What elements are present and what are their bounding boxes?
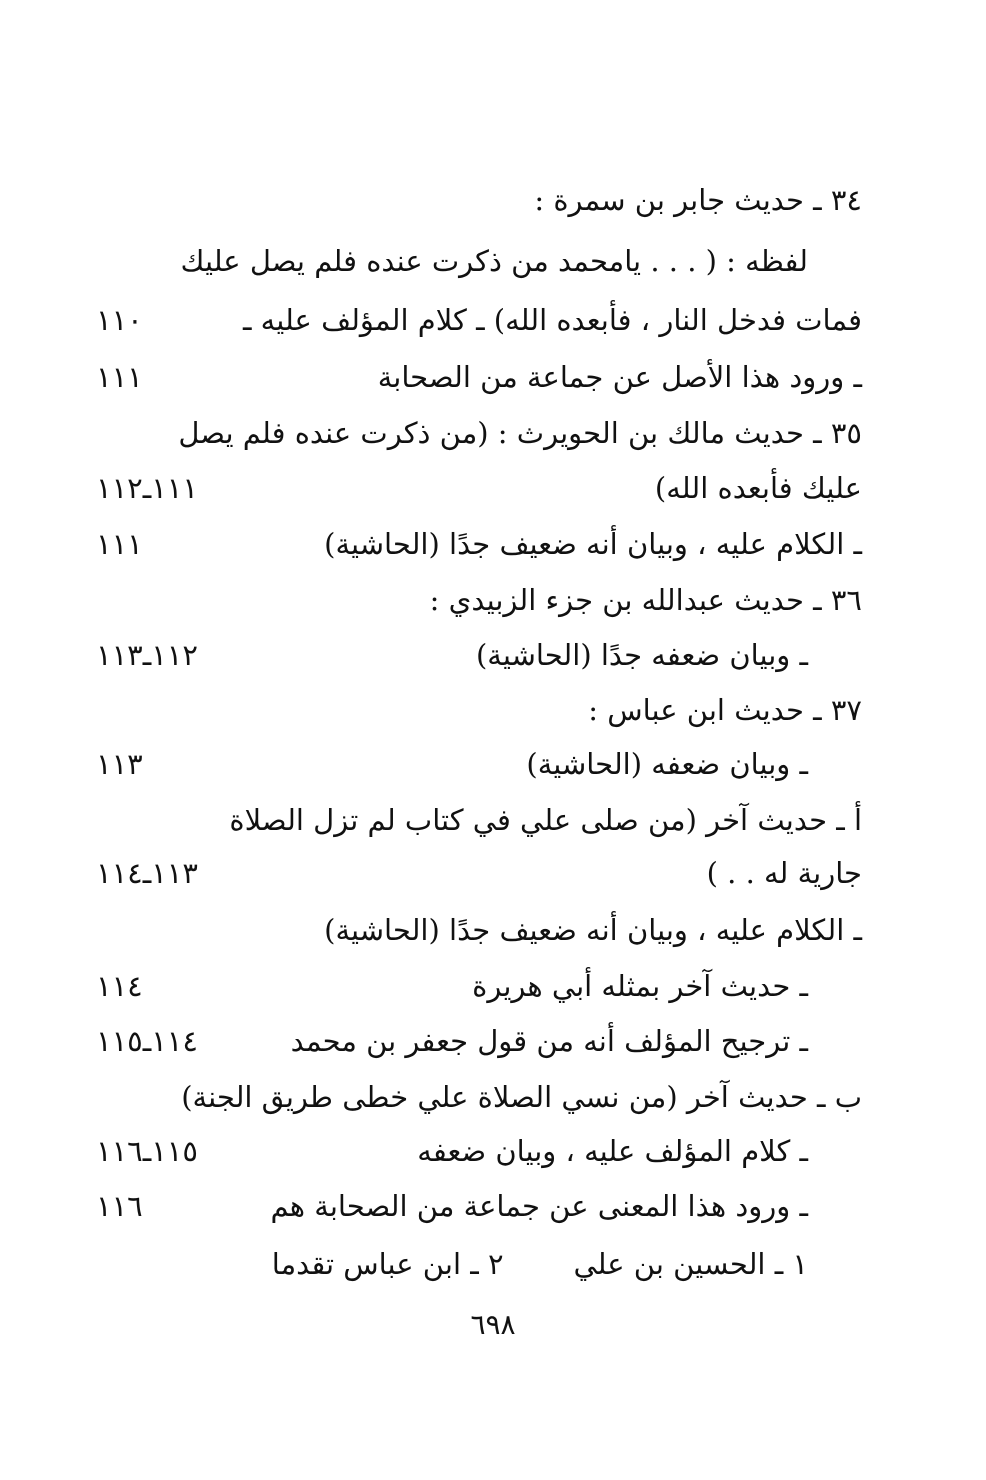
sublist (272, 1236, 808, 1292)
index-line (0, 233, 986, 289)
index-line (0, 845, 986, 901)
index-line (0, 736, 986, 792)
index-line (0, 627, 986, 683)
index-line (0, 572, 986, 628)
index-entry-text: ٣٦ ـ حديث عبدالله بن جزء الزبيدي : (429, 583, 862, 617)
index-entry-text: ـ ورود هذا الأصل عن جماعة من الصحابة (377, 360, 862, 394)
index-entry-pages: ١١٢ـ١١٣ (96, 638, 198, 672)
index-entry-text: ٣٤ ـ حديث جابر بن سمرة : (534, 183, 862, 217)
index-entry-text: ـ كلام المؤلف عليه ، وبيان ضعفه (417, 1134, 808, 1168)
index-entry-pages: ١١٠ (96, 303, 143, 337)
index-entry-text: لفظه : ( . . . يامحمد من ذكرت عنده فلم يصل عليك (180, 244, 808, 278)
index-line (0, 172, 986, 228)
index-line (0, 1069, 986, 1125)
index-line (0, 405, 986, 461)
page-number: ٦٩٨ (470, 1308, 516, 1341)
index-entry-text: ٣٧ ـ حديث ابن عباس : (588, 693, 862, 727)
index-entry-text: ب ـ حديث آخر (من نسي الصلاة علي خطى طريق الجنة) (181, 1080, 862, 1114)
index-entry-pages: ١١٣ (96, 747, 143, 781)
index-entry-pages: ١١٦ (96, 1189, 143, 1223)
index-line (0, 1123, 986, 1179)
sublist-item: ٢ ـ ابن عباس تقدما (271, 1247, 504, 1281)
index-entry-text: عليك فأبعده الله) (654, 471, 862, 505)
index-entry-pages: ١١٤ـ١١٥ (96, 1024, 198, 1058)
index-entry-text: فمات فدخل النار ، فأبعده الله) ـ كلام المؤلف عليه ـ (242, 303, 862, 337)
index-line (0, 958, 986, 1014)
index-entry-pages: ١١١ـ١١٢ (96, 471, 198, 505)
index-entry-pages: ١١٤ (96, 969, 143, 1003)
index-line (0, 1013, 986, 1069)
index-entry-pages: ١١١ (96, 360, 143, 394)
index-line (0, 792, 986, 848)
index-line (0, 292, 986, 348)
index-entry-text: أ ـ حديث آخر (من صلى علي في كتاب لم تزل الصلاة (229, 803, 862, 837)
index-line-sublist (0, 1236, 986, 1292)
index-line (0, 902, 986, 958)
index-entry-text: ـ ورود هذا المعنى عن جماعة من الصحابة هم (270, 1189, 808, 1223)
index-entry-text: ـ الكلام عليه ، وبيان أنه ضعيف جدًا (الحاشية) (324, 527, 862, 561)
index-entry-text: جارية له . . ) (706, 856, 862, 890)
index-line (0, 1178, 986, 1234)
index-line (0, 460, 986, 516)
index-entry-text: ـ وبيان ضعفه (الحاشية) (526, 747, 808, 781)
index-entry-text: ـ وبيان ضعفه جدًا (الحاشية) (475, 638, 808, 672)
sublist-item: ١ ـ الحسين بن علي (573, 1247, 808, 1281)
index-entry-text: ٣٥ ـ حديث مالك بن الحويرث : (من ذكرت عنده فلم يصل (178, 416, 862, 450)
index-line (0, 516, 986, 572)
index-entry-pages: ١١١ (96, 527, 143, 561)
index-entry-pages: ١١٥ـ١١٦ (96, 1134, 198, 1168)
index-line (0, 349, 986, 405)
index-entry-text: ـ الكلام عليه ، وبيان أنه ضعيف جدًا (الحاشية) (324, 913, 862, 947)
index-entry-text: ـ حديث آخر بمثله أبي هريرة (472, 969, 808, 1003)
index-entry-text: ـ ترجيح المؤلف أنه من قول جعفر بن محمد (290, 1024, 808, 1058)
index-line (0, 682, 986, 738)
index-entry-pages: ١١٣ـ١١٤ (96, 856, 198, 890)
